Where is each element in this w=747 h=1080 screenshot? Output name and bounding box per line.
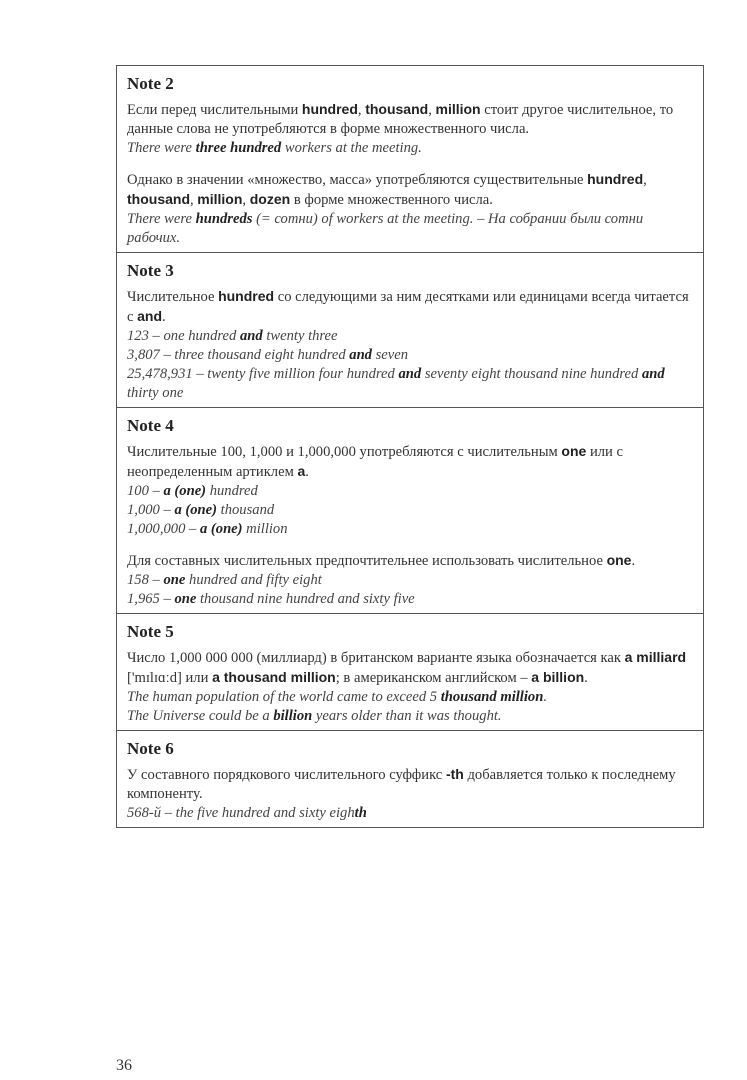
text-run: Для составных числительных предпочтительнее использовать числительное xyxy=(127,553,607,569)
highlighted-term: dozen xyxy=(249,191,291,207)
highlighted-term: thousand xyxy=(127,191,190,207)
text-run: 100 – xyxy=(127,483,164,499)
rule-paragraph xyxy=(127,287,693,327)
highlighted-term: million xyxy=(197,191,243,207)
note-title: Note 5 xyxy=(127,622,174,641)
text-run: There were xyxy=(127,140,196,156)
text-run: hundred xyxy=(206,483,258,499)
text-run: в форме множественного числа. xyxy=(290,192,493,208)
text-run: или с неопределенным артиклем xyxy=(127,444,623,480)
notes-container xyxy=(116,65,704,828)
text-run: workers at the meeting. xyxy=(281,140,422,156)
example-line xyxy=(127,571,693,590)
text-run: . xyxy=(584,670,588,686)
example-line xyxy=(127,520,693,539)
example-line xyxy=(127,346,693,365)
example-line xyxy=(127,327,693,346)
text-run: thousand nine hundred and sixty five xyxy=(196,591,415,607)
text-run: years older than it was thought. xyxy=(312,708,502,724)
text-run: добавляется только к последнему компоненту. xyxy=(127,767,676,802)
example-line xyxy=(127,365,693,403)
note-title: Note 2 xyxy=(127,74,174,93)
text-run: . xyxy=(305,464,309,480)
highlighted-term: and xyxy=(137,308,163,324)
highlighted-term: a xyxy=(297,463,306,479)
text-run: . xyxy=(543,689,547,705)
example-line xyxy=(127,804,693,823)
text-run: (= сотни) of workers at the meeting. – На собрании были сотни рабочих. xyxy=(127,211,644,246)
highlighted-term: thousand xyxy=(365,101,429,117)
text-run: Однако в значении «множество, масса» употребляются существительные xyxy=(127,172,588,188)
text-run: Числительное xyxy=(127,289,219,305)
note-title: Note 3 xyxy=(127,261,174,280)
page-number: 36 xyxy=(116,1057,132,1074)
text-run: , xyxy=(643,172,647,188)
text-run: . xyxy=(631,553,636,569)
example-line xyxy=(127,707,693,726)
highlighted-term: and xyxy=(239,328,263,344)
highlighted-term: one xyxy=(163,572,186,588)
highlighted-term: hundreds xyxy=(195,211,253,227)
text-run: стоит другое числительное, то данные слова не употребляются в форме множественного числа. xyxy=(127,102,674,137)
highlighted-term: hundred xyxy=(587,171,644,187)
text-run: 3,807 – three thousand eight hundred xyxy=(127,347,350,363)
text-run: million xyxy=(242,521,288,537)
highlighted-term: million xyxy=(435,101,481,117)
text-run: , xyxy=(428,102,436,118)
text-run: У составного порядкового числительного суффикс xyxy=(127,767,446,783)
highlighted-term: and xyxy=(398,366,422,382)
rule-paragraph xyxy=(127,765,693,804)
rule-paragraph xyxy=(127,100,693,139)
text-run: 123 – one hundred xyxy=(127,328,240,344)
example-line xyxy=(127,590,693,609)
text-run: , xyxy=(242,192,250,208)
highlighted-term: one xyxy=(606,552,632,568)
text-run: . xyxy=(162,309,166,325)
highlighted-term: one xyxy=(174,591,197,607)
text-run: Числительные 100, 1,000 и 1,000,000 употребляются с числительным xyxy=(127,444,562,460)
example-line xyxy=(127,139,693,158)
text-run: ; в американском английском – xyxy=(335,670,532,686)
example-line xyxy=(127,482,693,501)
highlighted-term: a (one) xyxy=(199,521,243,537)
highlighted-term: and xyxy=(641,366,665,382)
highlighted-term: th xyxy=(354,805,367,821)
highlighted-term: a (one) xyxy=(163,483,207,499)
highlighted-term: a billion xyxy=(531,669,585,685)
text-run: The human population of the world came to exceed 5 xyxy=(127,689,441,705)
text-run: twenty three xyxy=(262,328,338,344)
highlighted-term: a thousand million xyxy=(212,669,336,685)
highlighted-term: and xyxy=(349,347,372,363)
text-run: 1,965 – xyxy=(127,591,175,607)
example-line xyxy=(127,688,693,707)
highlighted-term: three hundred xyxy=(195,140,282,156)
note-box xyxy=(117,730,703,827)
text-run: There were xyxy=(127,211,196,227)
text-run: 1,000,000 – xyxy=(127,521,200,537)
text-run: thousand xyxy=(217,502,275,518)
text-run: thirty one xyxy=(127,385,184,401)
text-run: , xyxy=(357,102,366,118)
highlighted-term: hundred xyxy=(301,101,358,117)
text-run: Число 1,000 000 000 (миллиард) в британском варианте языка обозначается как xyxy=(127,650,625,666)
rule-paragraph xyxy=(127,551,693,571)
text-run: 25,478,931 – twenty five million four hundred xyxy=(127,366,399,382)
text-run: seventy eight thousand nine hundred xyxy=(421,366,642,382)
text-run: ['mɪlɪɑːd] или xyxy=(127,670,213,686)
text-run: The Universe could be a xyxy=(127,708,274,724)
highlighted-term: a (one) xyxy=(174,502,217,518)
highlighted-term: thousand million xyxy=(440,689,544,705)
example-line xyxy=(127,210,693,248)
highlighted-term: a milliard xyxy=(624,649,687,665)
note-box xyxy=(117,66,703,252)
text-run: 1,000 – xyxy=(127,502,175,518)
note-title: Note 6 xyxy=(127,739,174,758)
note-box xyxy=(117,252,703,407)
note-title: Note 4 xyxy=(127,416,174,435)
highlighted-term: one xyxy=(561,443,587,459)
text-run: Если перед числительными xyxy=(127,102,302,118)
rule-paragraph xyxy=(127,170,693,210)
note-box xyxy=(117,613,703,730)
highlighted-term: -th xyxy=(445,766,464,782)
text-run: со следующими за ним десятками или единицами всегда читается с xyxy=(127,289,689,325)
text-run: seven xyxy=(371,347,409,363)
note-box xyxy=(117,407,703,613)
text-run: 568-й – the five hundred and sixty eigh xyxy=(127,805,355,821)
rule-paragraph xyxy=(127,648,693,688)
rule-paragraph xyxy=(127,442,693,482)
text-run: , xyxy=(190,192,198,208)
text-run: hundred and fifty eight xyxy=(185,572,322,588)
example-line xyxy=(127,501,693,520)
highlighted-term: billion xyxy=(273,708,313,724)
highlighted-term: hundred xyxy=(218,288,275,304)
text-run: 158 – xyxy=(127,572,164,588)
